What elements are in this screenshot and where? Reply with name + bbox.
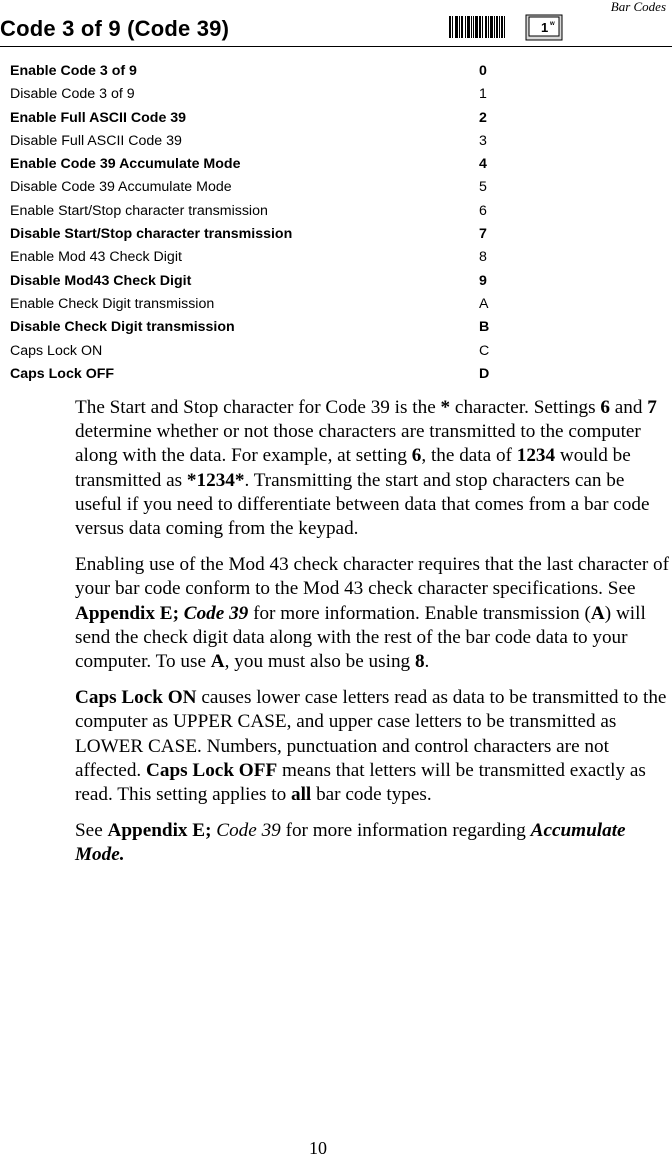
page-title: Code 3 of 9 (Code 39) [0,16,230,41]
page-number: 10 [309,1138,327,1158]
paragraph-see-appendix: See Appendix E; Code 39 for more information regarding Accumulate Mode. [75,820,626,866]
setting-label: Enable Mod 43 Check Digit [10,249,182,266]
setting-row [10,340,510,363]
barcode-icon [448,13,506,41]
setting-label: Disable Full ASCII Code 39 [10,132,182,149]
setting-row [10,270,510,293]
setting-row [10,246,510,269]
setting-code: A [479,295,489,312]
keypad-key-label: 1 [541,20,549,35]
setting-row [10,107,510,130]
setting-row [10,200,510,223]
setting-label: Enable Start/Stop character transmission [10,202,268,219]
setting-code: 1 [479,86,487,103]
setting-row [10,223,510,246]
body-text [75,396,672,868]
keypad-key-sub: w [550,21,555,27]
setting-row [10,153,510,176]
setting-code: 5 [479,179,487,196]
setting-code: 2 [479,109,487,126]
setting-label: Caps Lock ON [10,342,103,359]
paragraph-start-stop: The Start and Stop character for Code 39 is the * character. Settings 6 and 7 determine whether or not those characters are transmitted to the computer along with the data. For example, at setting 6, the data of 1234 would be transmitted as *1234*. Transmitting the start and stop characters can be useful if you need to differentiate between data that comes from a bar code versus data coming from the keypad. [75,397,657,540]
setting-row [10,130,510,153]
setting-label: Enable Full ASCII Code 39 [10,109,187,126]
setting-label: Disable Code 39 Accumulate Mode [10,179,232,196]
setting-code: B [479,319,490,336]
setting-code: 6 [479,202,487,219]
setting-label: Disable Check Digit transmission [10,319,235,336]
keypad-key-icon [525,14,563,41]
setting-code: 0 [479,63,487,79]
setting-label: Enable Code 3 of 9 [10,63,137,79]
setting-label: Disable Mod43 Check Digit [10,272,192,289]
setting-row [10,293,510,316]
setting-code: 8 [479,249,487,266]
setting-label: Enable Check Digit transmission [10,295,215,312]
section-label: Bar Codes [610,0,666,14]
header-rule [0,46,672,47]
setting-code: C [479,342,490,359]
setting-row [10,363,510,386]
setting-code: 9 [479,272,487,289]
setting-code: 3 [479,132,487,149]
setting-label: Disable Start/Stop character transmission [10,226,293,243]
setting-label: Caps Lock OFF [10,365,115,382]
setting-label: Disable Code 3 of 9 [10,86,135,103]
setting-row [10,176,510,199]
settings-table [10,60,510,386]
setting-code: D [479,365,490,382]
setting-row [10,83,510,106]
setting-row [10,316,510,339]
paragraph-mod43: Enabling use of the Mod 43 check character requires that the last character of your bar code conform to the Mod 43 check character specifications. See Appendix E; Code 39 for more information. Enable transmission (A) will send the check digit data along with the rest of the bar code data to your computer. To use A, you must also be using 8. [75,554,670,673]
setting-code: 4 [479,156,487,173]
setting-label: Enable Code 39 Accumulate Mode [10,156,241,173]
setting-code: 7 [479,226,487,243]
paragraph-caps-lock: Caps Lock ON causes lower case letters read as data to be transmitted to the computer as UPPER CASE, and upper case letters to be transmitted as LOWER CASE. Numbers, punctuation and control characters are not affected. Caps Lock OFF means that letters will be transmitted exactly as read. This setting applies to all bar code types. [75,687,667,806]
setting-row [10,60,510,83]
